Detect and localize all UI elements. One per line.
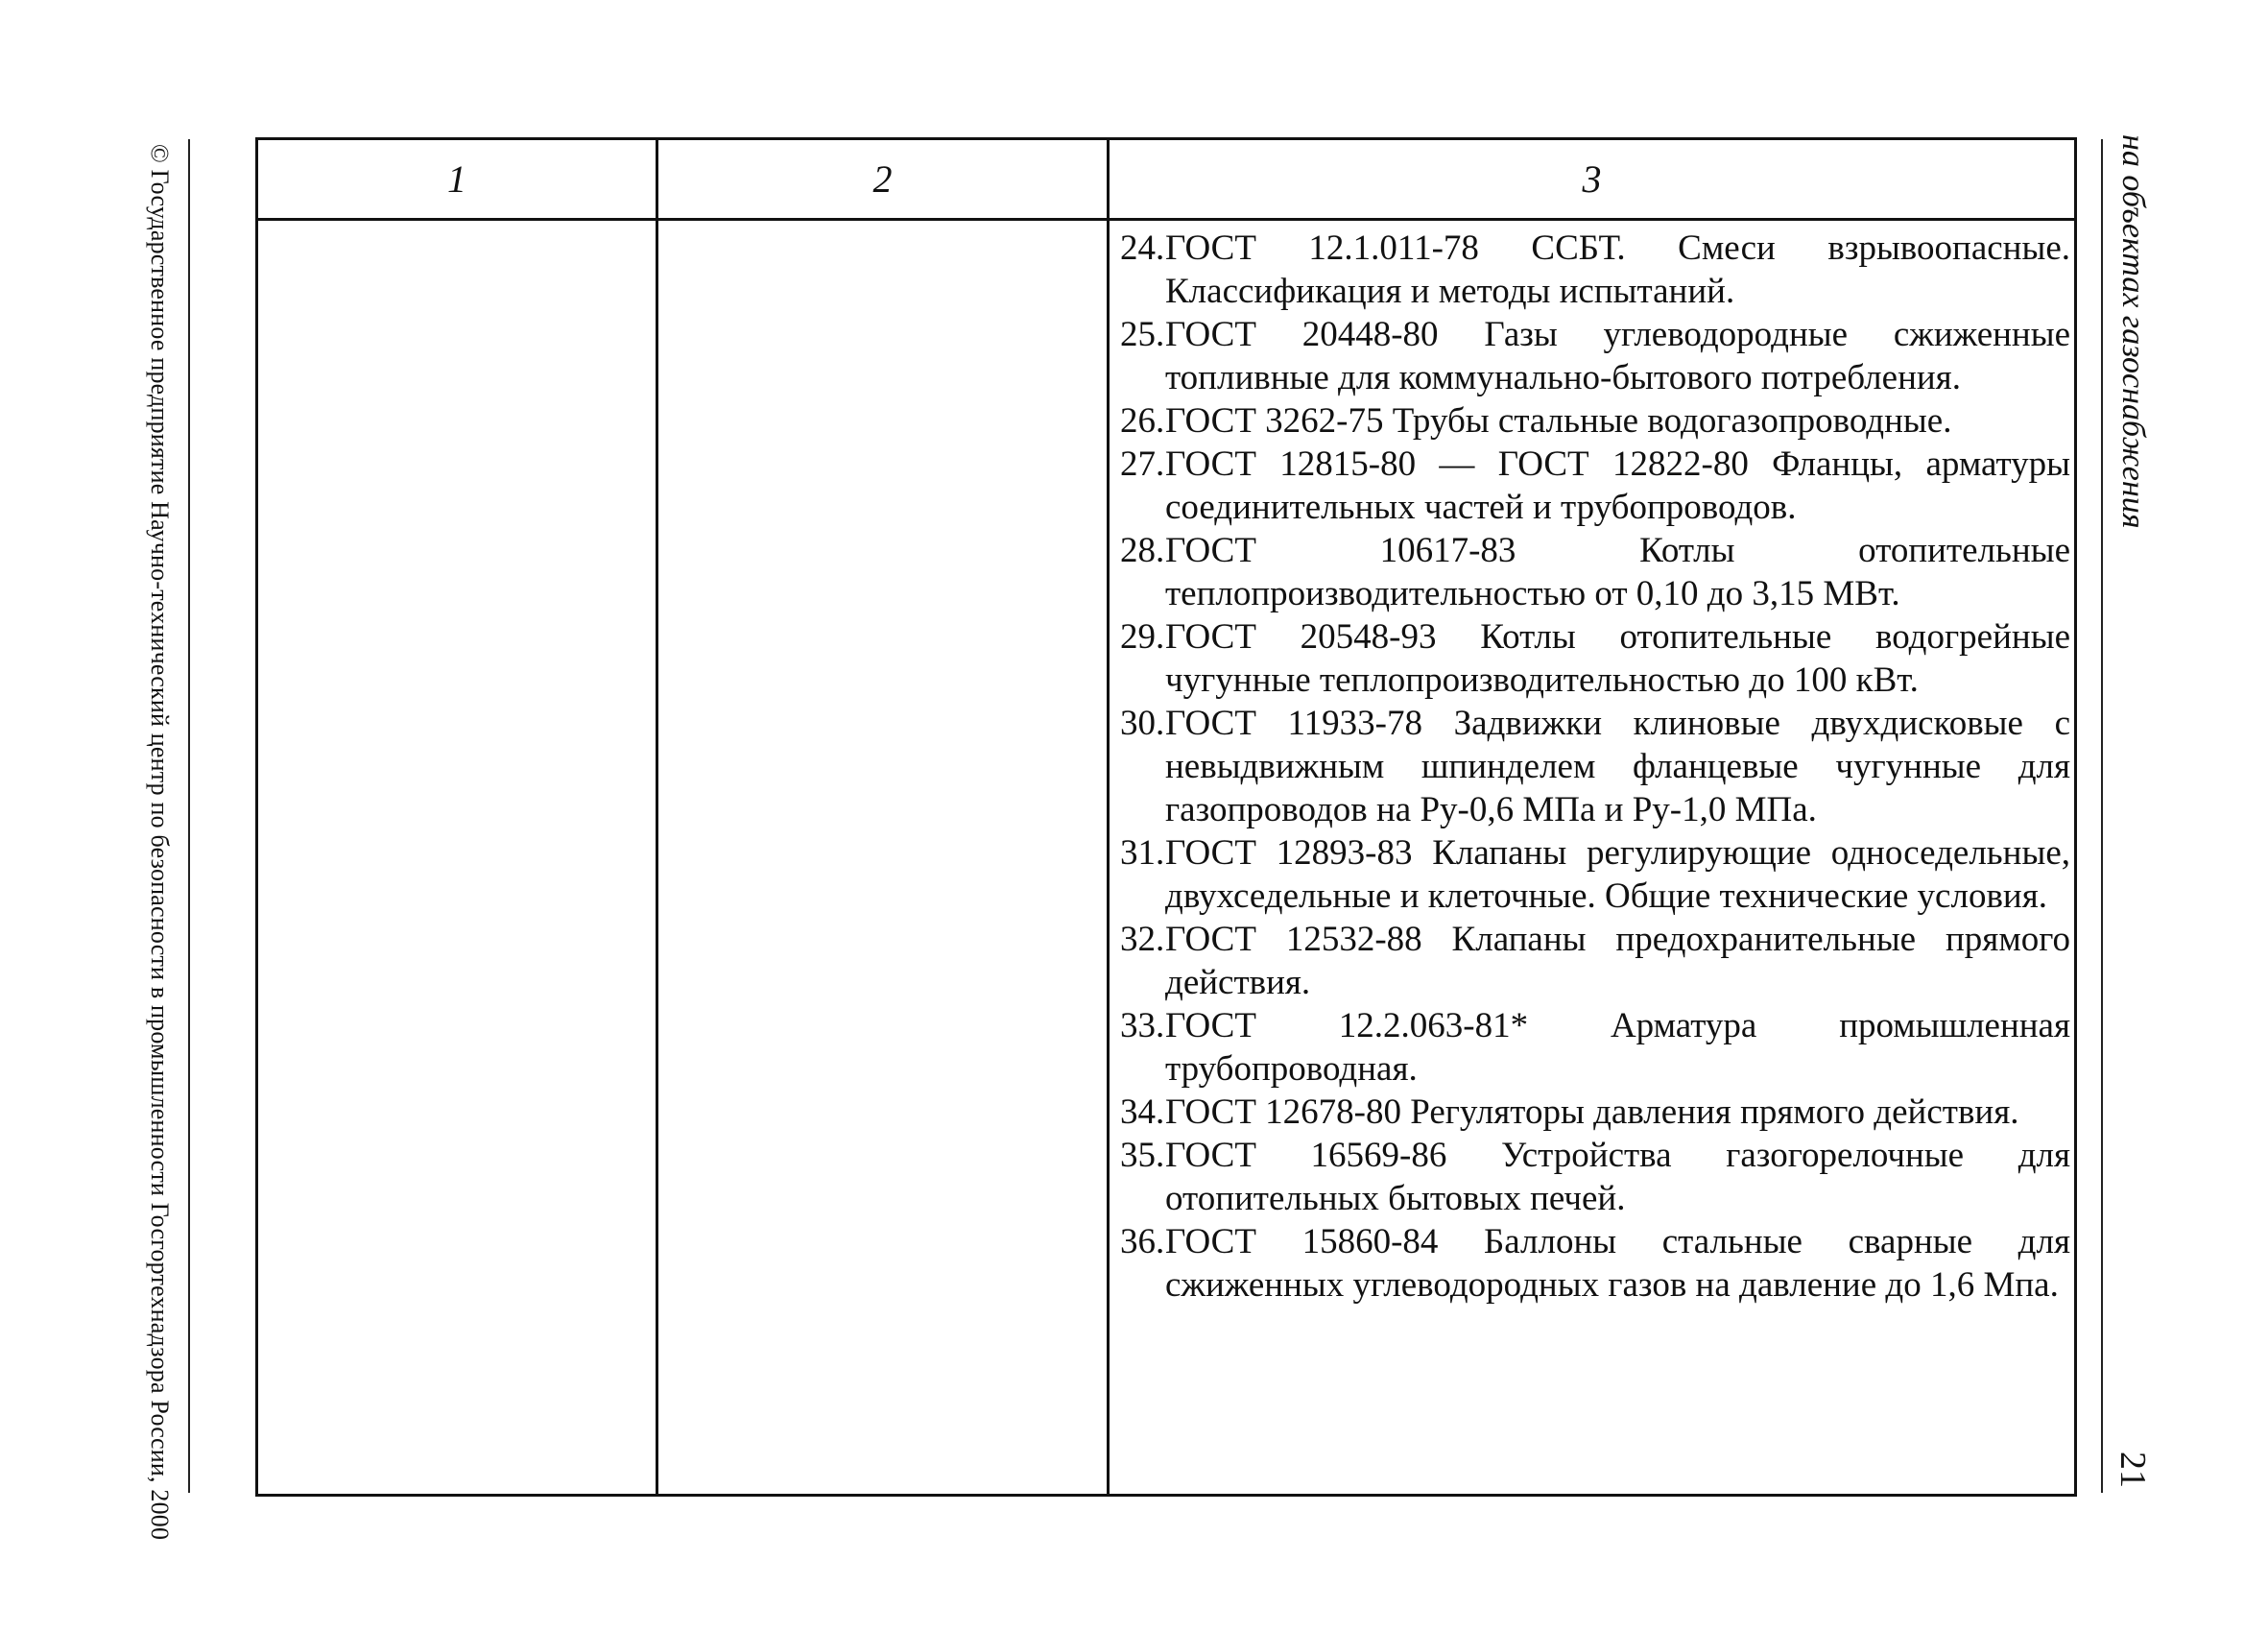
list-item-number: 30. xyxy=(1120,704,1165,743)
standards-list xyxy=(1120,227,2070,1307)
list-item xyxy=(1120,227,2070,313)
list-item xyxy=(1120,702,2070,831)
list-item-number: 29. xyxy=(1120,617,1165,657)
list-item-number: 35. xyxy=(1120,1136,1165,1175)
page-number: 21 xyxy=(2113,1452,2153,1488)
list-item-text: ГОСТ 12.2.063-81* Арматура промышленная трубопроводная. xyxy=(1165,1006,2070,1089)
list-item-text: ГОСТ 16569-86 Устройства газогорелочные для отопительных бытовых печей. xyxy=(1165,1136,2070,1218)
list-item-text: ГОСТ 12893-83 Клапаны регулирующие односедельные, двухседельные и клеточные. Общие технические условия. xyxy=(1165,833,2070,916)
list-item xyxy=(1120,1091,2070,1134)
list-item xyxy=(1120,1134,2070,1220)
list-item-text: ГОСТ 20448-80 Газы углеводородные сжиженные топливные для коммунально-бытового потребления. xyxy=(1165,315,2070,397)
list-item xyxy=(1120,1004,2070,1091)
list-item-text: ГОСТ 12532-88 Клапаны предохранительные прямого действия. xyxy=(1165,920,2070,1002)
list-item xyxy=(1120,443,2070,529)
column-header-3: 3 xyxy=(1582,157,1602,201)
list-item-text: ГОСТ 12678-80 Регуляторы давления прямого действия. xyxy=(1165,1092,2019,1132)
list-item xyxy=(1120,313,2070,399)
list-item-text: ГОСТ 10617-83 Котлы отопительные теплопроизводительностью от 0,10 до 3,15 МВт. xyxy=(1165,531,2070,613)
left-margin-rule xyxy=(188,139,190,1493)
column-header-1: 1 xyxy=(447,157,466,201)
list-item xyxy=(1120,615,2070,702)
running-header-title: на объектах газоснабжения xyxy=(2115,134,2151,529)
list-item-number: 36. xyxy=(1120,1222,1165,1261)
copyright-text: © Государственное предприятие Научно-технический центр по безопасности в промышленности Госгортехнадзора России, 2000 xyxy=(146,144,174,1541)
list-item-number: 24. xyxy=(1120,228,1165,268)
list-item-text: ГОСТ 12.1.011-78 ССБТ. Смеси взрывоопасные. Классификация и методы испытаний. xyxy=(1165,228,2070,311)
table-header-row xyxy=(258,140,2074,221)
list-item-number: 34. xyxy=(1120,1092,1165,1132)
standards-table xyxy=(255,137,2077,1497)
right-margin-rule xyxy=(2101,139,2103,1493)
list-item-text: ГОСТ 15860-84 Баллоны стальные сварные для сжиженных углеводородных газов на давление до 1,6 Мпа. xyxy=(1165,1222,2070,1305)
list-item-number: 28. xyxy=(1120,531,1165,570)
column-divider-2 xyxy=(1107,140,1110,1494)
list-item xyxy=(1120,1220,2070,1307)
column-divider-1 xyxy=(656,140,658,1494)
list-item-text: ГОСТ 11933-78 Задвижки клиновые двухдисковые с невыдвижным шпинделем фланцевые чугунные для газопроводов на Ру-0,6 МПа и Ру-1,0 МПа. xyxy=(1165,704,2070,829)
list-item-number: 25. xyxy=(1120,315,1165,354)
list-item-number: 26. xyxy=(1120,401,1165,441)
list-item-number: 33. xyxy=(1120,1006,1165,1045)
list-item xyxy=(1120,399,2070,443)
list-item xyxy=(1120,529,2070,615)
list-item-text: ГОСТ 12815-80 — ГОСТ 12822-80 Фланцы, арматуры соединительных частей и трубопроводов. xyxy=(1165,444,2070,527)
list-item-text: ГОСТ 3262-75 Трубы стальные водогазопроводные. xyxy=(1165,401,1952,441)
list-item xyxy=(1120,918,2070,1004)
column-header-2: 2 xyxy=(872,157,893,201)
list-item xyxy=(1120,831,2070,918)
list-item-number: 27. xyxy=(1120,444,1165,484)
copyright-strip xyxy=(140,144,179,1541)
list-item-number: 31. xyxy=(1120,833,1165,873)
list-item-text: ГОСТ 20548-93 Котлы отопительные водогрейные чугунные теплопроизводительностью до 100 кВт. xyxy=(1165,617,2070,700)
list-item-number: 32. xyxy=(1120,920,1165,959)
